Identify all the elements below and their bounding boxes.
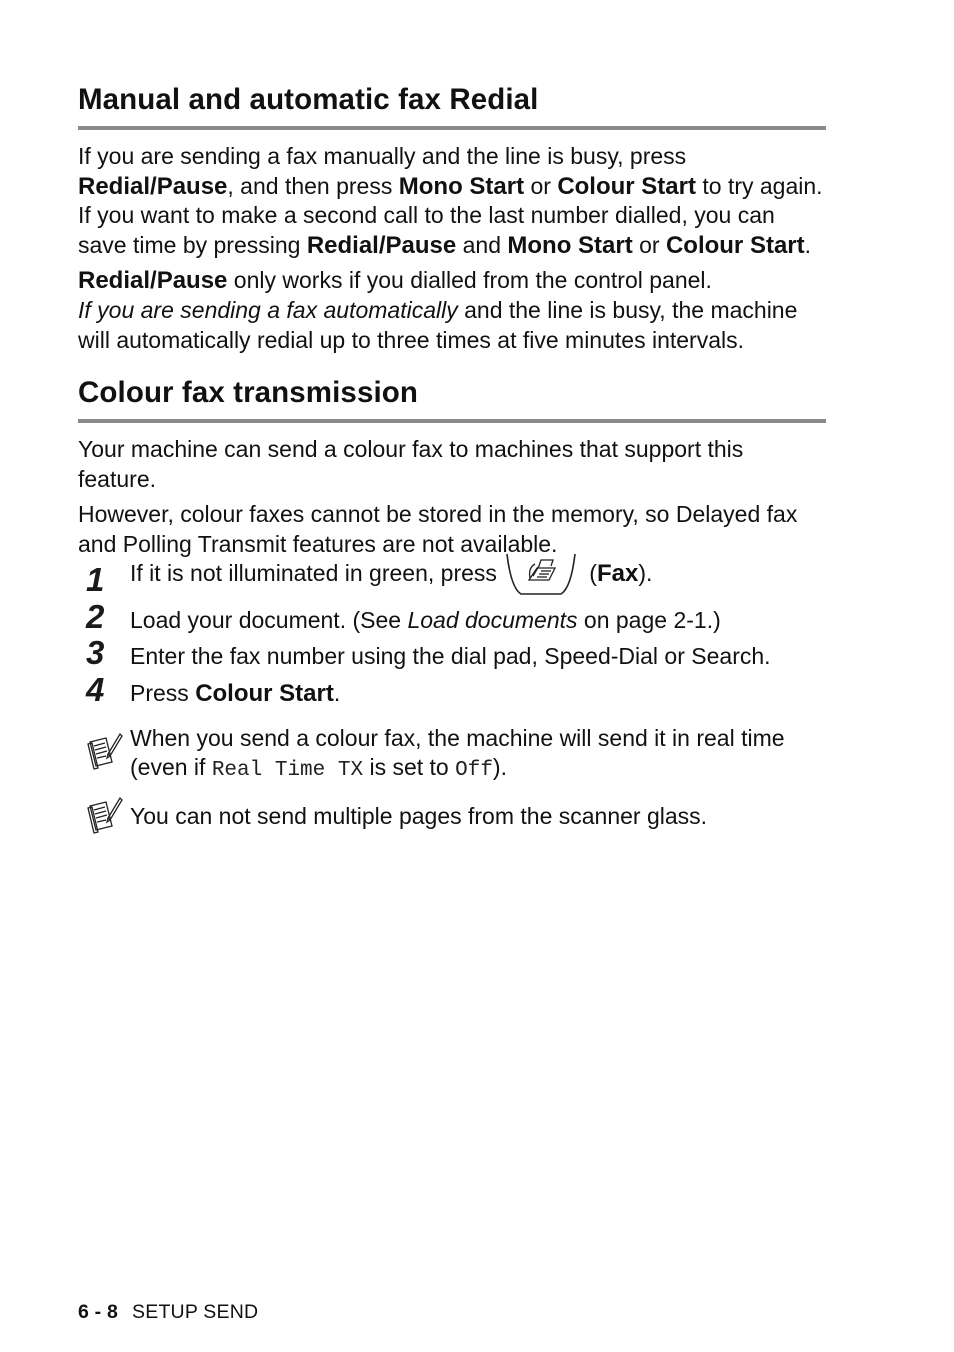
step-number: 1	[86, 561, 105, 599]
fax-key-icon	[505, 550, 577, 596]
step-list	[78, 560, 826, 710]
step-number: 2	[86, 597, 105, 635]
paragraph-redial-control-panel: Redial/Pause only works if you dialled from the control panel.	[78, 267, 712, 295]
note-pencil-icon	[86, 732, 124, 770]
step-2: 2 Load your document. (See Load documents on page 2-1.)	[86, 597, 721, 635]
step-4: 4 Press Colour Start.	[86, 670, 341, 708]
note-pencil-icon	[86, 796, 124, 834]
step-1: 1 If it is not illuminated in green, press (Fax).	[78, 564, 826, 601]
page-content	[78, 0, 826, 831]
heading-colour-fax: Colour fax transmission	[78, 376, 418, 410]
paragraph-colour-memory: However, colour faxes cannot be stored in the memory, so Delayed fax and Polling Transmit features are not available.	[78, 501, 798, 557]
step-number: 4	[86, 670, 105, 708]
note-scanner-glass: You can not send multiple pages from the scanner glass.	[78, 802, 826, 832]
heading-fax-redial: Manual and automatic fax Redial	[78, 83, 539, 116]
paragraph-redial-manual: If you are sending a fax manually and the line is busy, press Redial/Pause, and then press Mono Start or Colour Start to try again. If you want to make a second call to the last number dialled, you can save time by pressing Redial/Pause and Mono Start or Colour Start.	[78, 143, 823, 259]
heading-rule	[78, 126, 826, 130]
heading-rule	[78, 419, 826, 423]
section-name: SETUP SEND	[132, 1301, 259, 1323]
paragraph-colour-support: Your machine can send a colour fax to machines that support this feature.	[78, 436, 744, 492]
step-3: 3 Enter the fax number using the dial pad, Speed-Dial or Search.	[86, 634, 771, 672]
note-real-time: When you send a colour fax, the machine will send it in real time (even if Real Time TX is set to Off).	[78, 724, 826, 786]
page-number: 6 - 8	[78, 1301, 119, 1323]
step-number: 3	[86, 634, 105, 672]
page-footer	[78, 1301, 258, 1324]
paragraph-redial-automatic: If you are sending a fax automatically and the line is busy, the machine will automatically redial up to three times at five minutes intervals.	[78, 296, 798, 353]
